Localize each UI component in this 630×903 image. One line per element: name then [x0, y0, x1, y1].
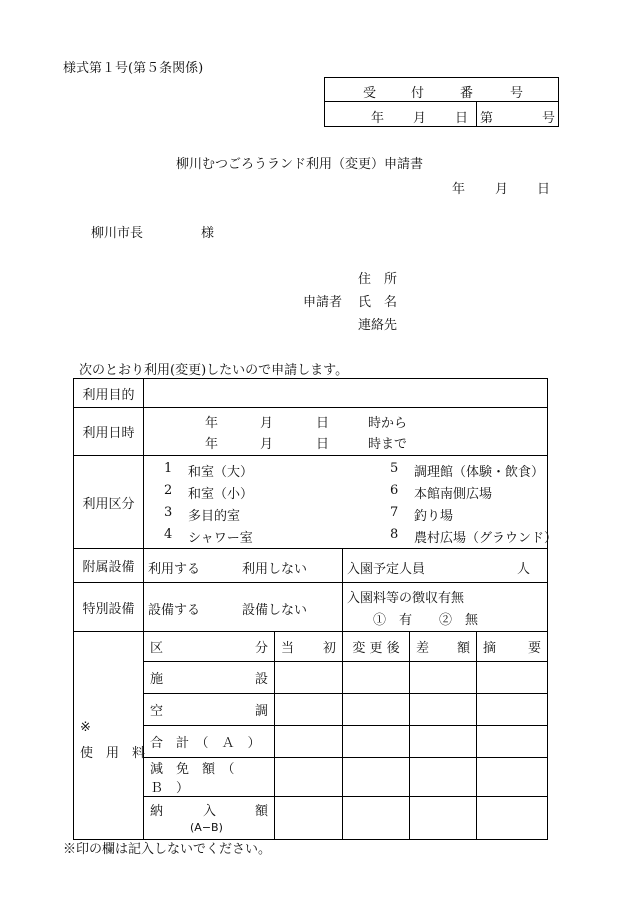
- reception-char-1: 受: [363, 86, 377, 101]
- fee-row-total-a: 合 計 （ Ａ ）: [150, 736, 261, 751]
- fee-row-char: 調: [254, 704, 268, 719]
- fee-header-char: 額: [456, 641, 470, 656]
- application-table: [73, 378, 558, 840]
- fee-row-char: 施: [150, 672, 164, 687]
- category-option[interactable]: 和室（小）: [188, 487, 254, 502]
- special-label: 特別設備: [82, 601, 135, 617]
- fee-cell[interactable]: [275, 797, 343, 840]
- category-no: 4: [164, 527, 173, 542]
- reception-number-box: [324, 77, 559, 127]
- fee-row-label: [144, 662, 275, 694]
- dt-start-suffix: 時から: [368, 416, 408, 431]
- fee-header-char: 差: [416, 641, 430, 656]
- fee-row-char: 設: [254, 672, 268, 687]
- fee-cell[interactable]: [477, 758, 548, 797]
- fee-cell[interactable]: [343, 662, 410, 694]
- applicant-role-label: 申請者: [303, 295, 343, 310]
- fee-row-char: 入: [203, 804, 217, 819]
- footnote: ※印の欄は記入しないでください。: [63, 842, 272, 857]
- fee-cell[interactable]: [477, 694, 548, 726]
- datetime-label: 利用日時: [82, 426, 135, 441]
- fee-cell[interactable]: [477, 797, 548, 840]
- fee-header-difference: [410, 632, 477, 662]
- fee-cell[interactable]: [275, 662, 343, 694]
- dt-start-month: 月: [260, 416, 274, 431]
- attached-nouse-option[interactable]: 利用しない: [242, 562, 308, 577]
- fee-header-kubun: [144, 632, 275, 662]
- fee-header-char: 摘: [483, 641, 497, 656]
- fee-cell[interactable]: [477, 662, 548, 694]
- fee-cell[interactable]: [343, 797, 410, 840]
- fee-header-remarks: [477, 632, 548, 662]
- intro-text: 次のとおり利用(変更)したいので申請します。: [79, 363, 349, 378]
- fee-row-char: 額: [254, 804, 268, 819]
- reception-day-label: 日: [455, 111, 469, 126]
- visitors-label: 入園予定人員: [347, 562, 426, 577]
- category-option[interactable]: 本館南側広場: [414, 487, 493, 502]
- fee-section-label: 使 用 料: [80, 745, 146, 761]
- category-option[interactable]: 多目的室: [188, 509, 241, 524]
- fee-header-char: 区: [150, 641, 164, 656]
- fee-cell[interactable]: [343, 694, 410, 726]
- reception-char-2: 付: [411, 86, 425, 101]
- fee-row-char: 空: [150, 704, 164, 719]
- attached-use-option[interactable]: 利用する: [148, 562, 201, 577]
- category-no: 1: [164, 461, 173, 476]
- attached-options-cell: [144, 549, 343, 583]
- fee-cell[interactable]: [275, 694, 343, 726]
- fee-header-char: 変 更 後: [352, 641, 400, 656]
- datetime-field[interactable]: [144, 408, 548, 456]
- attached-label-cell: [74, 549, 144, 583]
- addressee-name: 柳川市長: [91, 226, 144, 241]
- date-day-label: 日: [537, 182, 551, 197]
- fee-cell[interactable]: [275, 758, 343, 797]
- document-title: 柳川むつごろうランド利用（変更）申請書: [176, 157, 424, 172]
- dt-start-year: 年: [205, 416, 219, 431]
- category-option[interactable]: 釣り場: [414, 509, 454, 524]
- addressee-honorific: 様: [201, 226, 215, 241]
- category-no: 5: [390, 461, 399, 476]
- fee-row-payment-formula: (A−B): [190, 821, 223, 834]
- category-option[interactable]: 調理館（体験・飲食）: [414, 465, 545, 480]
- purpose-field[interactable]: [144, 379, 548, 408]
- purpose-label: 利用目的: [82, 387, 135, 403]
- special-label-cell: [74, 583, 144, 632]
- fee-row-label: [144, 797, 275, 840]
- category-no: 7: [390, 505, 399, 520]
- fee-row-reduction-b: 減 免 額 （ Ｂ ）: [150, 762, 248, 796]
- category-no: 3: [164, 505, 173, 520]
- fee-cell[interactable]: [477, 726, 548, 758]
- dt-start-day: 日: [316, 416, 330, 431]
- fee-no-option[interactable]: ② 無: [439, 613, 479, 628]
- dt-end-year: 年: [205, 437, 219, 452]
- category-option[interactable]: シャワー室: [188, 531, 253, 546]
- fee-row-label: [144, 758, 275, 797]
- reception-dai-label: 第: [480, 111, 494, 126]
- reception-char-4: 号: [510, 86, 524, 101]
- applicant-name-label: 氏 名: [358, 295, 398, 310]
- fee-cell[interactable]: [343, 758, 410, 797]
- category-label: 利用区分: [82, 496, 135, 512]
- category-option[interactable]: 和室（大）: [188, 465, 254, 480]
- category-field: [144, 456, 558, 549]
- special-use-option[interactable]: 設備する: [148, 603, 201, 618]
- dt-end-month: 月: [260, 437, 274, 452]
- form-number: 様式第１号(第５条関係): [63, 61, 204, 76]
- date-month-label: 月: [495, 182, 509, 197]
- fee-header-char: 要: [528, 641, 542, 656]
- fee-mark: ※: [80, 719, 91, 735]
- fee-cell[interactable]: [410, 662, 477, 694]
- fee-collection-cell: [343, 583, 548, 632]
- fee-header-char: 分: [254, 641, 268, 656]
- reception-month-label: 月: [413, 111, 427, 126]
- category-no: 2: [164, 483, 173, 498]
- datetime-label-cell: [74, 408, 144, 456]
- visitors-unit: 人: [517, 562, 531, 577]
- applicant-address-label: 住 所: [358, 272, 398, 287]
- fee-cell[interactable]: [410, 694, 477, 726]
- fee-yes-option[interactable]: ① 有: [373, 613, 413, 628]
- category-no: 8: [390, 527, 399, 542]
- purpose-label-cell: [74, 379, 144, 408]
- fee-header-char: 初: [322, 641, 336, 656]
- fee-cell[interactable]: [410, 797, 477, 840]
- special-nouse-option[interactable]: 設備しない: [242, 603, 308, 618]
- dt-end-day: 日: [316, 437, 330, 452]
- fee-cell[interactable]: [410, 758, 477, 797]
- category-no: 6: [390, 483, 399, 498]
- fee-row-label: [144, 694, 275, 726]
- reception-year-label: 年: [371, 111, 385, 126]
- fee-header-after-change: [343, 632, 410, 662]
- fee-row-char: 納: [150, 804, 164, 819]
- reception-gou-label: 号: [542, 111, 556, 126]
- applicant-contact-label: 連絡先: [358, 318, 398, 333]
- fee-cell[interactable]: [275, 726, 343, 758]
- fee-collection-label: 入園料等の徴収有無: [347, 591, 465, 606]
- fee-cell[interactable]: [410, 726, 477, 758]
- category-option[interactable]: 農村広場（グラウンド）: [414, 531, 558, 546]
- attached-label: 附属設備: [82, 560, 135, 575]
- fee-cell[interactable]: [343, 726, 410, 758]
- date-year-label: 年: [452, 182, 466, 197]
- fee-header-char: 当: [281, 641, 295, 656]
- special-options-cell: [144, 583, 343, 632]
- fee-header-initial: [275, 632, 343, 662]
- fee-row-label: [144, 726, 275, 758]
- reception-char-3: 番: [460, 86, 474, 101]
- fee-section-label-cell: [74, 632, 144, 840]
- category-label-cell: [74, 456, 144, 549]
- dt-end-suffix: 時まで: [368, 437, 408, 452]
- visitors-cell[interactable]: [343, 549, 548, 583]
